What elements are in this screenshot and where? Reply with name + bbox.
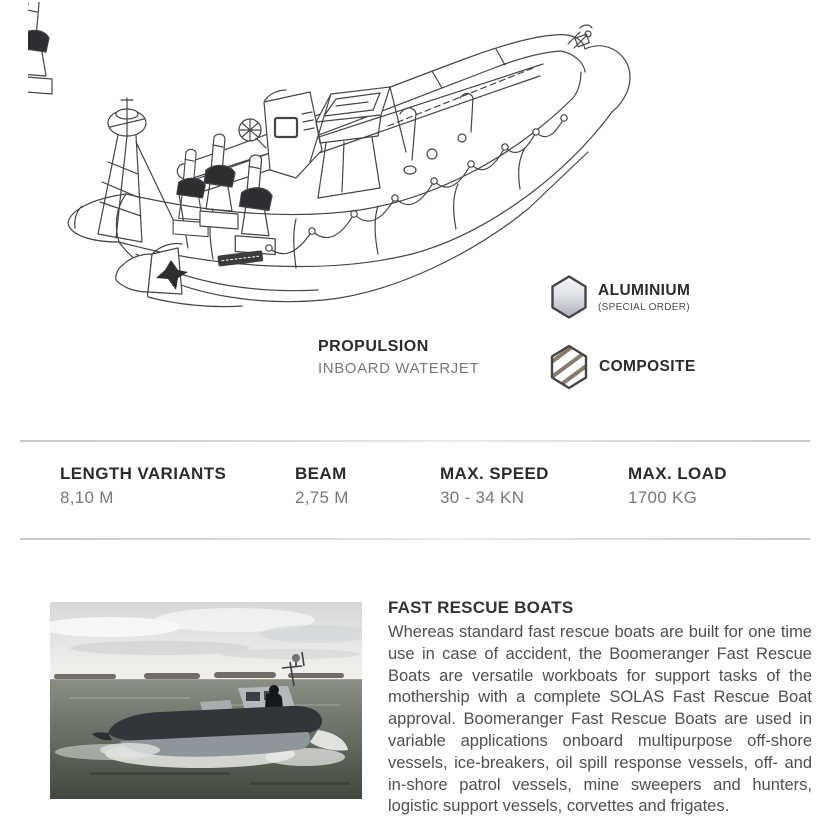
spec-length-variants <box>60 464 226 508</box>
material-composite <box>549 344 696 390</box>
material-aluminium <box>550 275 690 319</box>
fast-rescue-boat-photo-image <box>50 602 362 799</box>
spec-label: MAX. SPEED <box>440 464 549 483</box>
spec-label: LENGTH VARIANTS <box>60 464 227 483</box>
material-aluminium-note: (SPECIAL ORDER) <box>598 301 690 313</box>
spec-beam <box>295 464 349 508</box>
description-block <box>388 598 812 818</box>
spec-value: 8,10 M <box>60 488 114 507</box>
description-title: FAST RESCUE BOATS <box>388 598 574 617</box>
spec-label: BEAM <box>295 464 347 483</box>
material-aluminium-label: ALUMINIUM <box>598 281 691 299</box>
spec-max-speed <box>440 464 549 508</box>
spec-max-load <box>628 464 727 508</box>
divider-line-bottom <box>20 538 810 540</box>
propulsion-label: PROPULSION <box>318 338 429 355</box>
spec-value: 30 - 34 KN <box>440 488 525 507</box>
boat-photo <box>50 602 362 799</box>
boat-line-drawing <box>28 2 648 312</box>
material-composite-label: COMPOSITE <box>599 358 696 375</box>
composite-hexagon-icon <box>549 344 589 390</box>
spec-value: 2,75 M <box>295 488 349 507</box>
propulsion-block <box>318 338 479 377</box>
spec-value: 1700 KG <box>628 488 698 507</box>
rib-boat-illustration-icon <box>28 2 648 312</box>
propulsion-value: INBOARD WATERJET <box>318 360 480 377</box>
description-paragraph: Whereas standard fast rescue boats are built for one time use in case of accident, the Boomeranger Fast Rescue Boats are versatile workboats for support tasks of the mothership with a complete SOLAS Fast Rescue Boat approval. Boomeranger Fast Rescue Boats are used in variable applications onboard multipurpose off-shore vessels, ice-breakers, oil spill response vessels, off- and in-shore patrol vessels, mine sweepers and hunters, logistic support vessels, corvettes and frigates. <box>388 623 812 816</box>
divider-line-top <box>20 440 810 442</box>
spec-label: MAX. LOAD <box>628 464 727 483</box>
aluminium-hexagon-icon <box>550 275 588 319</box>
